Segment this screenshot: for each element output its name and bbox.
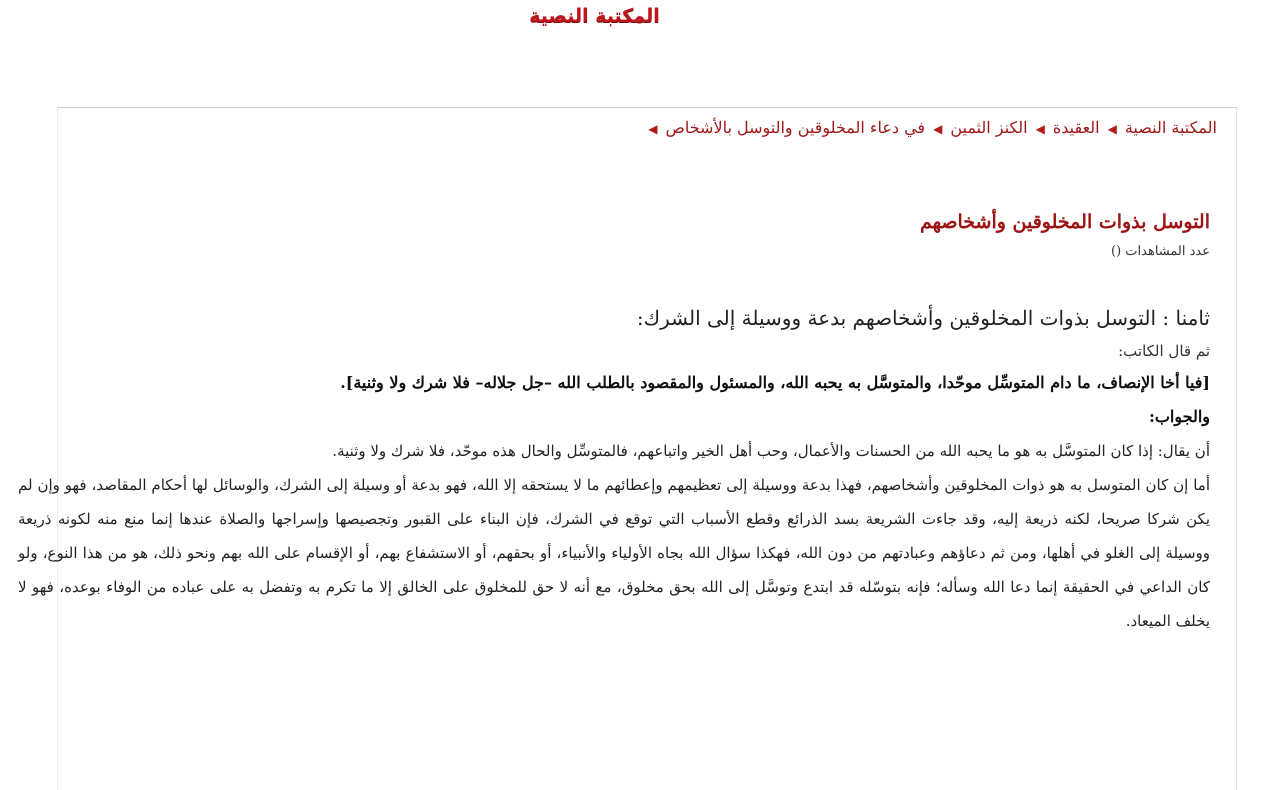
article-title: التوسل بذوات المخلوقين وأشخاصهم — [919, 211, 1210, 233]
breadcrumb-item-chapter[interactable]: في دعاء المخلوقين والتوسل بالأشخاص — [665, 118, 926, 137]
arrow-left-icon: ◀ — [1035, 121, 1045, 136]
breadcrumb-item-book[interactable]: الكنز الثمين — [950, 118, 1028, 137]
breadcrumb-item-library[interactable]: المكتبة النصية — [1124, 118, 1217, 137]
site-logo[interactable]: المكتبة النصية — [529, 5, 660, 27]
answer-label: والجواب: — [1148, 407, 1210, 426]
view-count: عدد المشاهدات () — [1111, 244, 1210, 259]
arrow-left-icon: ◀ — [648, 121, 658, 136]
breadcrumb — [640, 118, 1217, 139]
intro-line: ثم قال الكاتب: — [1118, 342, 1210, 360]
arrow-left-icon: ◀ — [933, 121, 943, 136]
arrow-left-icon: ◀ — [1107, 121, 1117, 136]
article-body — [18, 300, 1210, 638]
section-heading: ثامنا : التوسل بذوات المخلوقين وأشخاصهم بدعة ووسيلة إلى الشرك: — [636, 306, 1210, 330]
paragraph: أن يقال: إذا كان المتوسَّل به هو ما يحبه الله من الحسنات والأعمال، وحب أهل الخير واتباعهم، فالمتوسِّل والحال هذه موحّد، فلا شرك ولا وثنية. — [332, 442, 1210, 460]
breadcrumb-item-aqeedah[interactable]: العقيدة — [1052, 118, 1100, 137]
paragraph: أما إن كان المتوسل به هو ذوات المخلوقين وأشخاصهم، فهذا بدعة ووسيلة إلى تعظيمهم وإعطائهم ما لا يستحقه إلا الله، فهو بدعة أو وسيلة إلى الشرك، والوسائل لها أحكام المقاصد، فهو وإن لم يكن شركا صريحا، لكنه ذريعة إليه، وقد جاءت الشريعة بسد الذرائع وقطع الأسباب التي توقع في الشرك، فإن البناء على القبور وتجصيصها وإسراجها والصلاة عندها إنما منع منه لكونه ذريعة ووسيلة إلى الغلو في أهلها، ومن ثم دعاؤهم وعبادتهم من دون الله، فهكذا سؤال الله بجاه الأولياء والأنبياء، أو بحقهم، أو الاستشفاع بهم، أو الإقسام على الله بهم ونحو ذلك، هو من هذا النوع، ولو كان الداعي في الحقيقة إنما دعا الله وسأله؛ فإنه بتوسّله قد ابتدع وتوسَّل إلى الله بحق مخلوق، مع أنه لا حق للمخلوق على الخالق إلا ما تكرم به وتفضل به على عباده من الوفاء بوعده، فهو لا يخلف الميعاد. — [18, 476, 1210, 630]
quoted-text: [فيا أخا الإنصاف، ما دام المتوسِّل موحّدا، والمتوسَّل به يحبه الله، والمسئول والمقصود بالطلب الله –جل جلاله– فلا شرك ولا وثنية]. — [340, 373, 1210, 392]
